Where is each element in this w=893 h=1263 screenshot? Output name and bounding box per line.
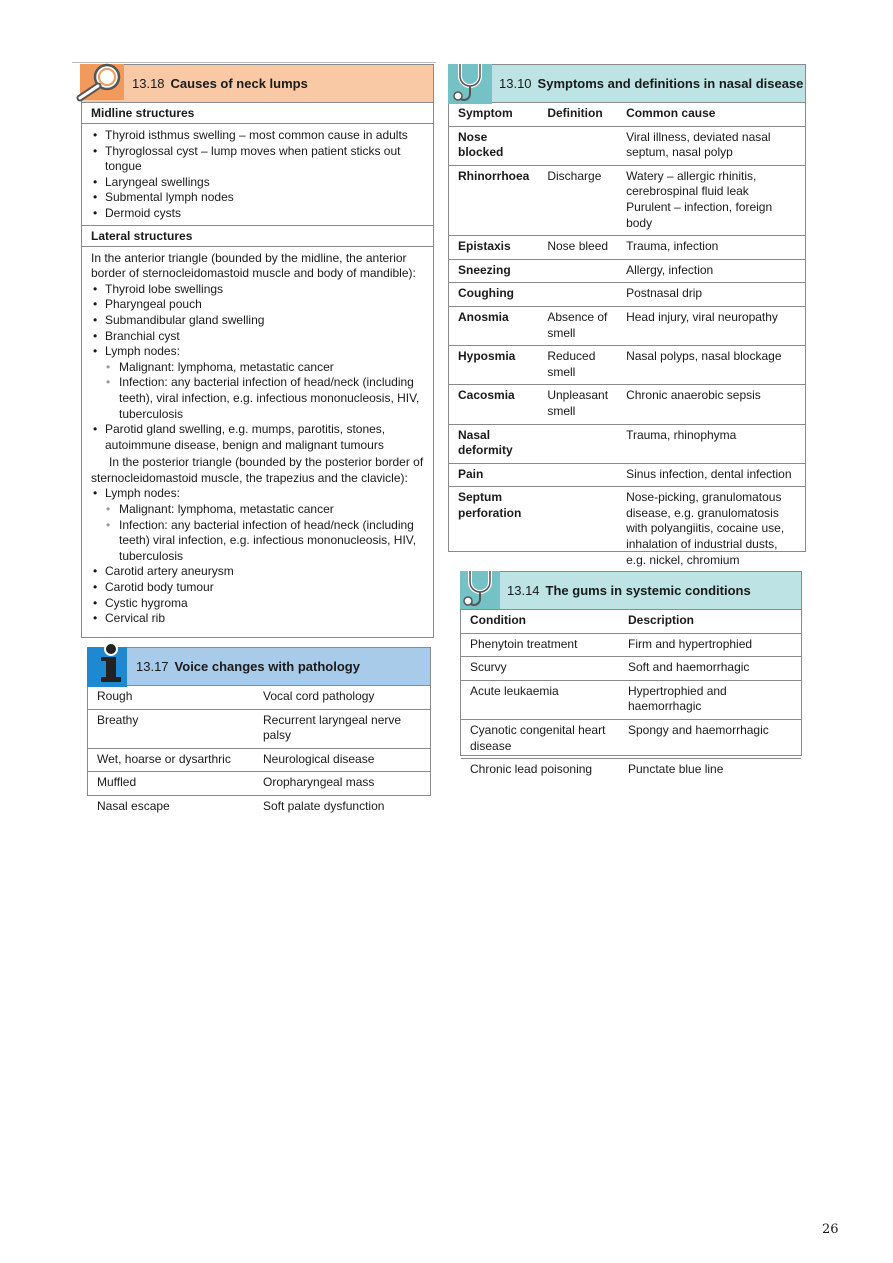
list-item: • Thyroid isthmus swelling – most common cause in adults: [91, 128, 424, 144]
list-item: [91, 344, 424, 422]
sub-list-item: • Infection: any bacterial infection of head/neck (including teeth) viral infection, e.g. infectious mononucleosis, HIV, tuberculosis: [105, 518, 424, 565]
table-row: [449, 259, 805, 283]
table-cell: Septum perforation: [449, 487, 538, 572]
anterior-lymph-label: Lymph nodes:: [105, 344, 180, 359]
table-row: [461, 680, 801, 719]
gums-table: [461, 610, 801, 782]
table-cell: Postnasal drip: [617, 283, 805, 307]
table-header-row: [449, 103, 805, 126]
neck-lumps-number: 13.18: [132, 76, 165, 91]
anterior-intro: In the anterior triangle (bounded by the midline, the anterior border of sternocleidomastoid muscle and body of mandible):: [91, 250, 416, 281]
table-row: [88, 709, 430, 748]
table-cell: [538, 424, 617, 463]
list-item: • Carotid body tumour: [91, 580, 424, 596]
posterior-intro: In the posterior triangle (bounded by the posterior border of sternocleidomastoid muscle, the trapezius and the clavicle):: [91, 455, 424, 485]
list-item: • Thyroid lobe swellings: [91, 282, 424, 298]
table-cell: [538, 283, 617, 307]
table-cell: Trauma, infection: [617, 236, 805, 260]
list-item: • Thyroglossal cyst – lump moves when patient sticks out tongue: [91, 144, 424, 175]
anterior-lymph-sublist: [105, 360, 424, 422]
nasal-header: [449, 65, 805, 103]
midline-heading: Midline structures: [82, 103, 433, 124]
voice-table: [88, 686, 430, 819]
sub-list-item: • Infection: any bacterial infection of head/neck (including teeth), viral infection, e.g. infectious mononucleosis, HIV, tuberculosis: [105, 375, 424, 422]
table-row: [461, 759, 801, 782]
table-cell: Oropharyngeal mass: [254, 772, 430, 796]
table-row: [461, 719, 801, 758]
table-cell: Hypertrophied and haemorrhagic: [619, 680, 801, 719]
table-cell: Acute leukaemia: [461, 680, 619, 719]
table-cell: Trauma, rhinophyma: [617, 424, 805, 463]
table-cell: Spongy and haemorrhagic: [619, 719, 801, 758]
table-row: [88, 772, 430, 796]
list-item: • Pharyngeal pouch: [91, 297, 424, 313]
gums-box: [460, 571, 802, 777]
table-cell: Breathy: [88, 709, 254, 748]
stethoscope-icon: [448, 58, 492, 104]
table-row: [449, 385, 805, 424]
neck-lumps-header: [82, 65, 433, 103]
table-cell: Absence of smell: [538, 306, 617, 345]
table-cell: Coughing: [449, 283, 538, 307]
table-row: [449, 463, 805, 487]
table-cell: Cyanotic congenital heart disease: [461, 719, 619, 758]
nasal-title: Symptoms and definitions in nasal disease: [537, 76, 804, 91]
col-header-definition: Definition: [538, 103, 617, 126]
table-cell: Soft and haemorrhagic: [619, 657, 801, 681]
table-row: [449, 165, 805, 200]
table-cell: Anosmia: [449, 306, 538, 345]
nasal-table: [449, 103, 805, 572]
list-item: • Cystic hygroma: [91, 596, 424, 612]
table-cell: Sneezing: [449, 259, 538, 283]
voice-header: [88, 648, 430, 686]
table-cell: Head injury, viral neuropathy: [617, 306, 805, 345]
voice-number: 13.17: [136, 659, 169, 674]
voice-title: Voice changes with pathology: [174, 659, 360, 674]
table-cell: Allergy, infection: [617, 259, 805, 283]
list-item: • Submandibular gland swelling: [91, 313, 424, 329]
table-cell: Vocal cord pathology: [263, 689, 375, 703]
gums-header: [461, 572, 801, 610]
col-header-description: Description: [619, 610, 801, 633]
list-item: • Dermoid cysts: [91, 206, 424, 222]
table-cell: Reduced smell: [538, 346, 617, 385]
table-cell: Epistaxis: [449, 236, 538, 260]
table-cell: Nose bleed: [538, 236, 617, 260]
list-item: • Carotid artery aneurysm: [91, 564, 424, 580]
table-row: [449, 487, 805, 572]
table-cell: Recurrent laryngeal nerve palsy: [254, 709, 430, 748]
table-cell: Unpleasant smell: [538, 385, 617, 424]
table-cell: Phenytoin treatment: [470, 636, 578, 651]
table-cell: Sinus infection, dental infection: [617, 463, 805, 487]
gums-title: The gums in systemic conditions: [545, 583, 751, 598]
col-header-symptom: Symptom: [449, 103, 538, 126]
table-cell: Hyposmia: [449, 346, 538, 385]
table-cell: Purulent – infection, foreign body: [626, 199, 773, 230]
sub-list-item: • Malignant: lymphoma, metastatic cancer: [105, 502, 424, 518]
list-item: • Cervical rib: [91, 611, 424, 627]
table-cell: [538, 259, 617, 283]
table-cell: Pain: [449, 463, 538, 487]
page-number: 26: [822, 1222, 839, 1237]
table-cell: Nasal polyps, nasal blockage: [617, 346, 805, 385]
posterior-list: [82, 486, 433, 630]
list-item: • Laryngeal swellings: [91, 175, 424, 191]
table-row: [449, 200, 805, 236]
anterior-list: [82, 282, 433, 456]
neck-lumps-box: [81, 64, 434, 638]
table-cell: Viral illness, deviated nasal septum, nasal polyp: [626, 129, 771, 160]
table-cell: Scurvy: [461, 657, 619, 681]
table-row: [88, 795, 430, 818]
table-cell: Nasal escape: [88, 795, 254, 818]
stethoscope-icon: [460, 565, 500, 609]
table-cell: Rhinorrhoea: [449, 165, 538, 200]
table-row: [449, 306, 805, 345]
list-item: • Submental lymph nodes: [91, 190, 424, 206]
table-cell: [538, 126, 617, 165]
table-cell: Firm and hypertrophied: [628, 636, 753, 651]
table-row: [449, 346, 805, 385]
information-icon: [87, 641, 127, 687]
table-row: [88, 686, 430, 709]
table-row: [449, 283, 805, 307]
table-cell: Cacosmia: [449, 385, 538, 424]
table-cell: [538, 487, 617, 572]
table-cell: [538, 200, 617, 236]
table-cell: Soft palate dysfunction: [254, 795, 430, 818]
table-cell: Watery – allergic rhinitis, cerebrospinal fluid leak: [617, 165, 805, 200]
nasal-number: 13.10: [499, 76, 532, 91]
table-row: [449, 424, 805, 463]
table-row: [461, 657, 801, 681]
posterior-lymph-sublist: [105, 502, 424, 564]
table-cell: Chronic lead poisoning: [461, 759, 619, 782]
table-row: [461, 633, 801, 657]
table-header-row: [461, 610, 801, 633]
table-cell: Wet, hoarse or dysarthric: [88, 748, 254, 772]
table-cell: [449, 200, 538, 236]
nasal-box: [448, 64, 806, 567]
voice-box: [87, 647, 431, 813]
list-item: [91, 486, 424, 564]
posterior-lymph-label: Lymph nodes:: [105, 486, 180, 501]
midline-list: [82, 124, 433, 225]
sub-list-item: • Malignant: lymphoma, metastatic cancer: [105, 360, 424, 376]
table-cell: Nose blocked: [458, 129, 504, 160]
table-cell: Discharge: [538, 165, 617, 200]
gums-number: 13.14: [507, 583, 540, 598]
col-header-condition: Condition: [461, 610, 619, 633]
table-cell: Punctate blue line: [619, 759, 801, 782]
magnifier-icon: [74, 60, 130, 104]
col-header-common-cause: Common cause: [617, 103, 805, 126]
table-cell: Muffled: [88, 772, 254, 796]
table-cell: Nose-picking, granulomatous disease, e.g. granulomatosis with polyangiitis, cocaine use, inhalation of industrial dusts, e.g. nickel, chromium: [617, 487, 805, 572]
table-cell: [538, 463, 617, 487]
table-cell: Rough: [97, 689, 133, 703]
table-row: [449, 236, 805, 260]
lateral-heading: Lateral structures: [82, 225, 433, 247]
table-cell: Chronic anaerobic sepsis: [617, 385, 805, 424]
list-item: • Parotid gland swelling, e.g. mumps, parotitis, stones, autoimmune disease, benign and malignant tumours: [91, 422, 424, 453]
list-item: • Branchial cyst: [91, 329, 424, 345]
table-cell: Nasal deformity: [449, 424, 538, 463]
table-cell: Neurological disease: [254, 748, 430, 772]
table-row: [449, 126, 805, 165]
neck-lumps-title: Causes of neck lumps: [170, 76, 308, 91]
table-row: [88, 748, 430, 772]
